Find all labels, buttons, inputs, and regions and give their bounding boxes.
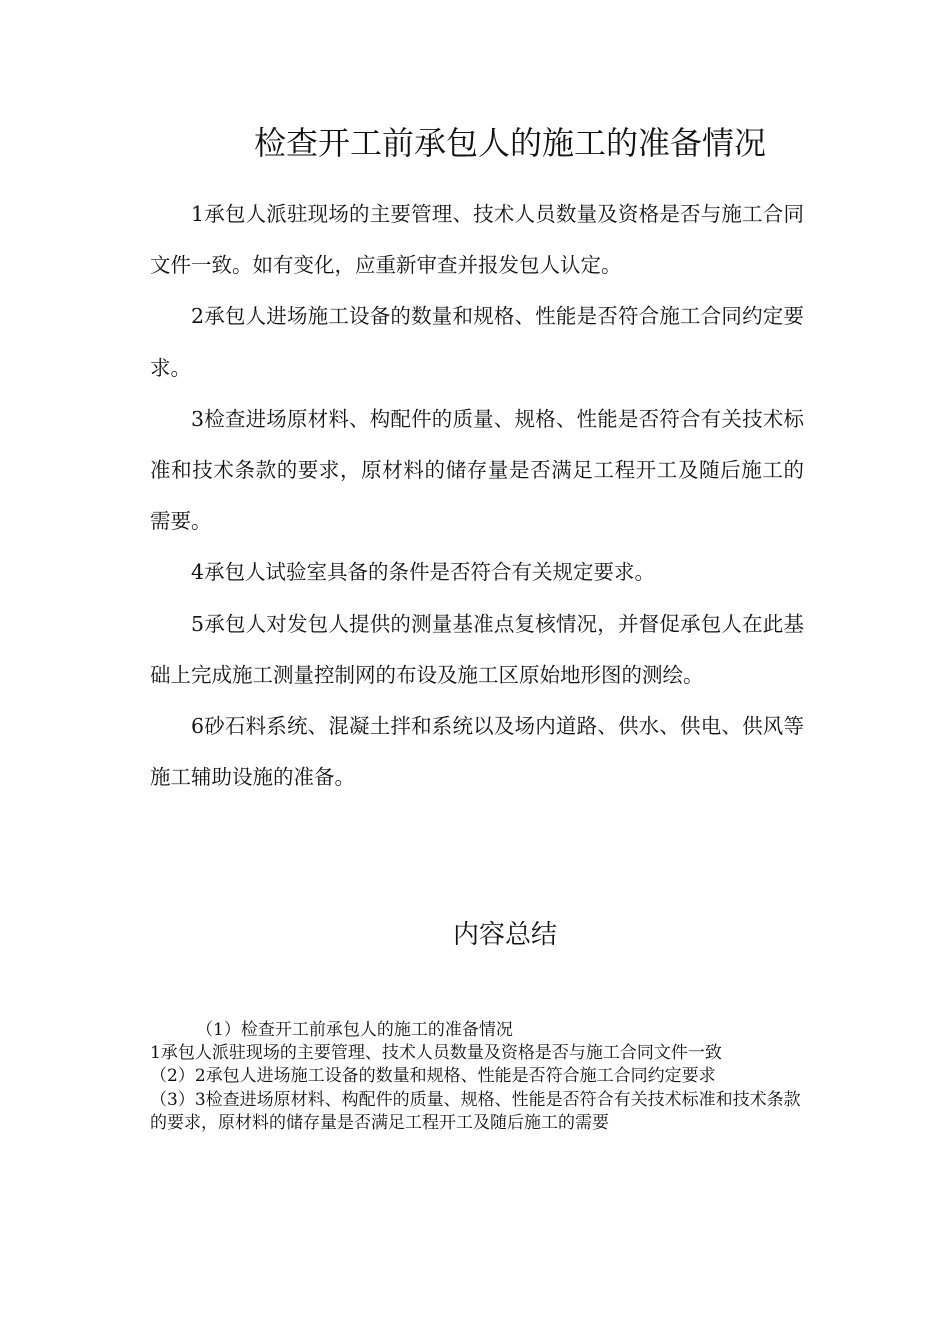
paragraph-6: 6砂石料系统、混凝土拌和系统以及场内道路、供水、供电、供风等施工辅助设施的准备。 [150,714,804,790]
summary-line-3: （2）2承包人进场施工设备的数量和规格、性能是否符合施工合同约定要求 [150,1066,716,1087]
document-title: 检查开工前承包人的施工的准备情况 [253,124,766,162]
summary-line-1: （1）检查开工前承包人的施工的准备情况 [196,1020,513,1040]
summary-line-4: （3）3检查进场原材料、构配件的质量、规格、性能是否符合有关技术标准和技术条款的要求，原材料的储存量是否满足工程开工及随后施工的需要 [150,1089,801,1133]
summary-title: 内容总结 [452,920,557,950]
paragraph-4: 4承包人试验室具备的条件是否符合有关规定要求。 [191,560,656,585]
document-body [150,189,804,803]
paragraph-1: 1承包人派驻现场的主要管理、技术人员数量及资格是否与施工合同文件一致。如有变化，应重新审查并报发包人认定。 [150,202,804,278]
paragraph-2: 2承包人进场施工设备的数量和规格、性能是否符合施工合同约定要求。 [150,304,804,380]
paragraph-5: 5承包人对发包人提供的测量基准点复核情况，并督促承包人在此基础上完成施工测量控制网的布设及施工区原始地形图的测绘。 [150,611,804,687]
summary-section [150,1019,804,1135]
summary-line-2: 1承包人派驻现场的主要管理、技术人员数量及资格是否与施工合同文件一致 [150,1043,722,1064]
paragraph-3: 3检查进场原材料、构配件的质量、规格、性能是否符合有关技术标准和技术条款的要求，原材料的储存量是否满足工程开工及随后施工的需要。 [150,406,804,534]
